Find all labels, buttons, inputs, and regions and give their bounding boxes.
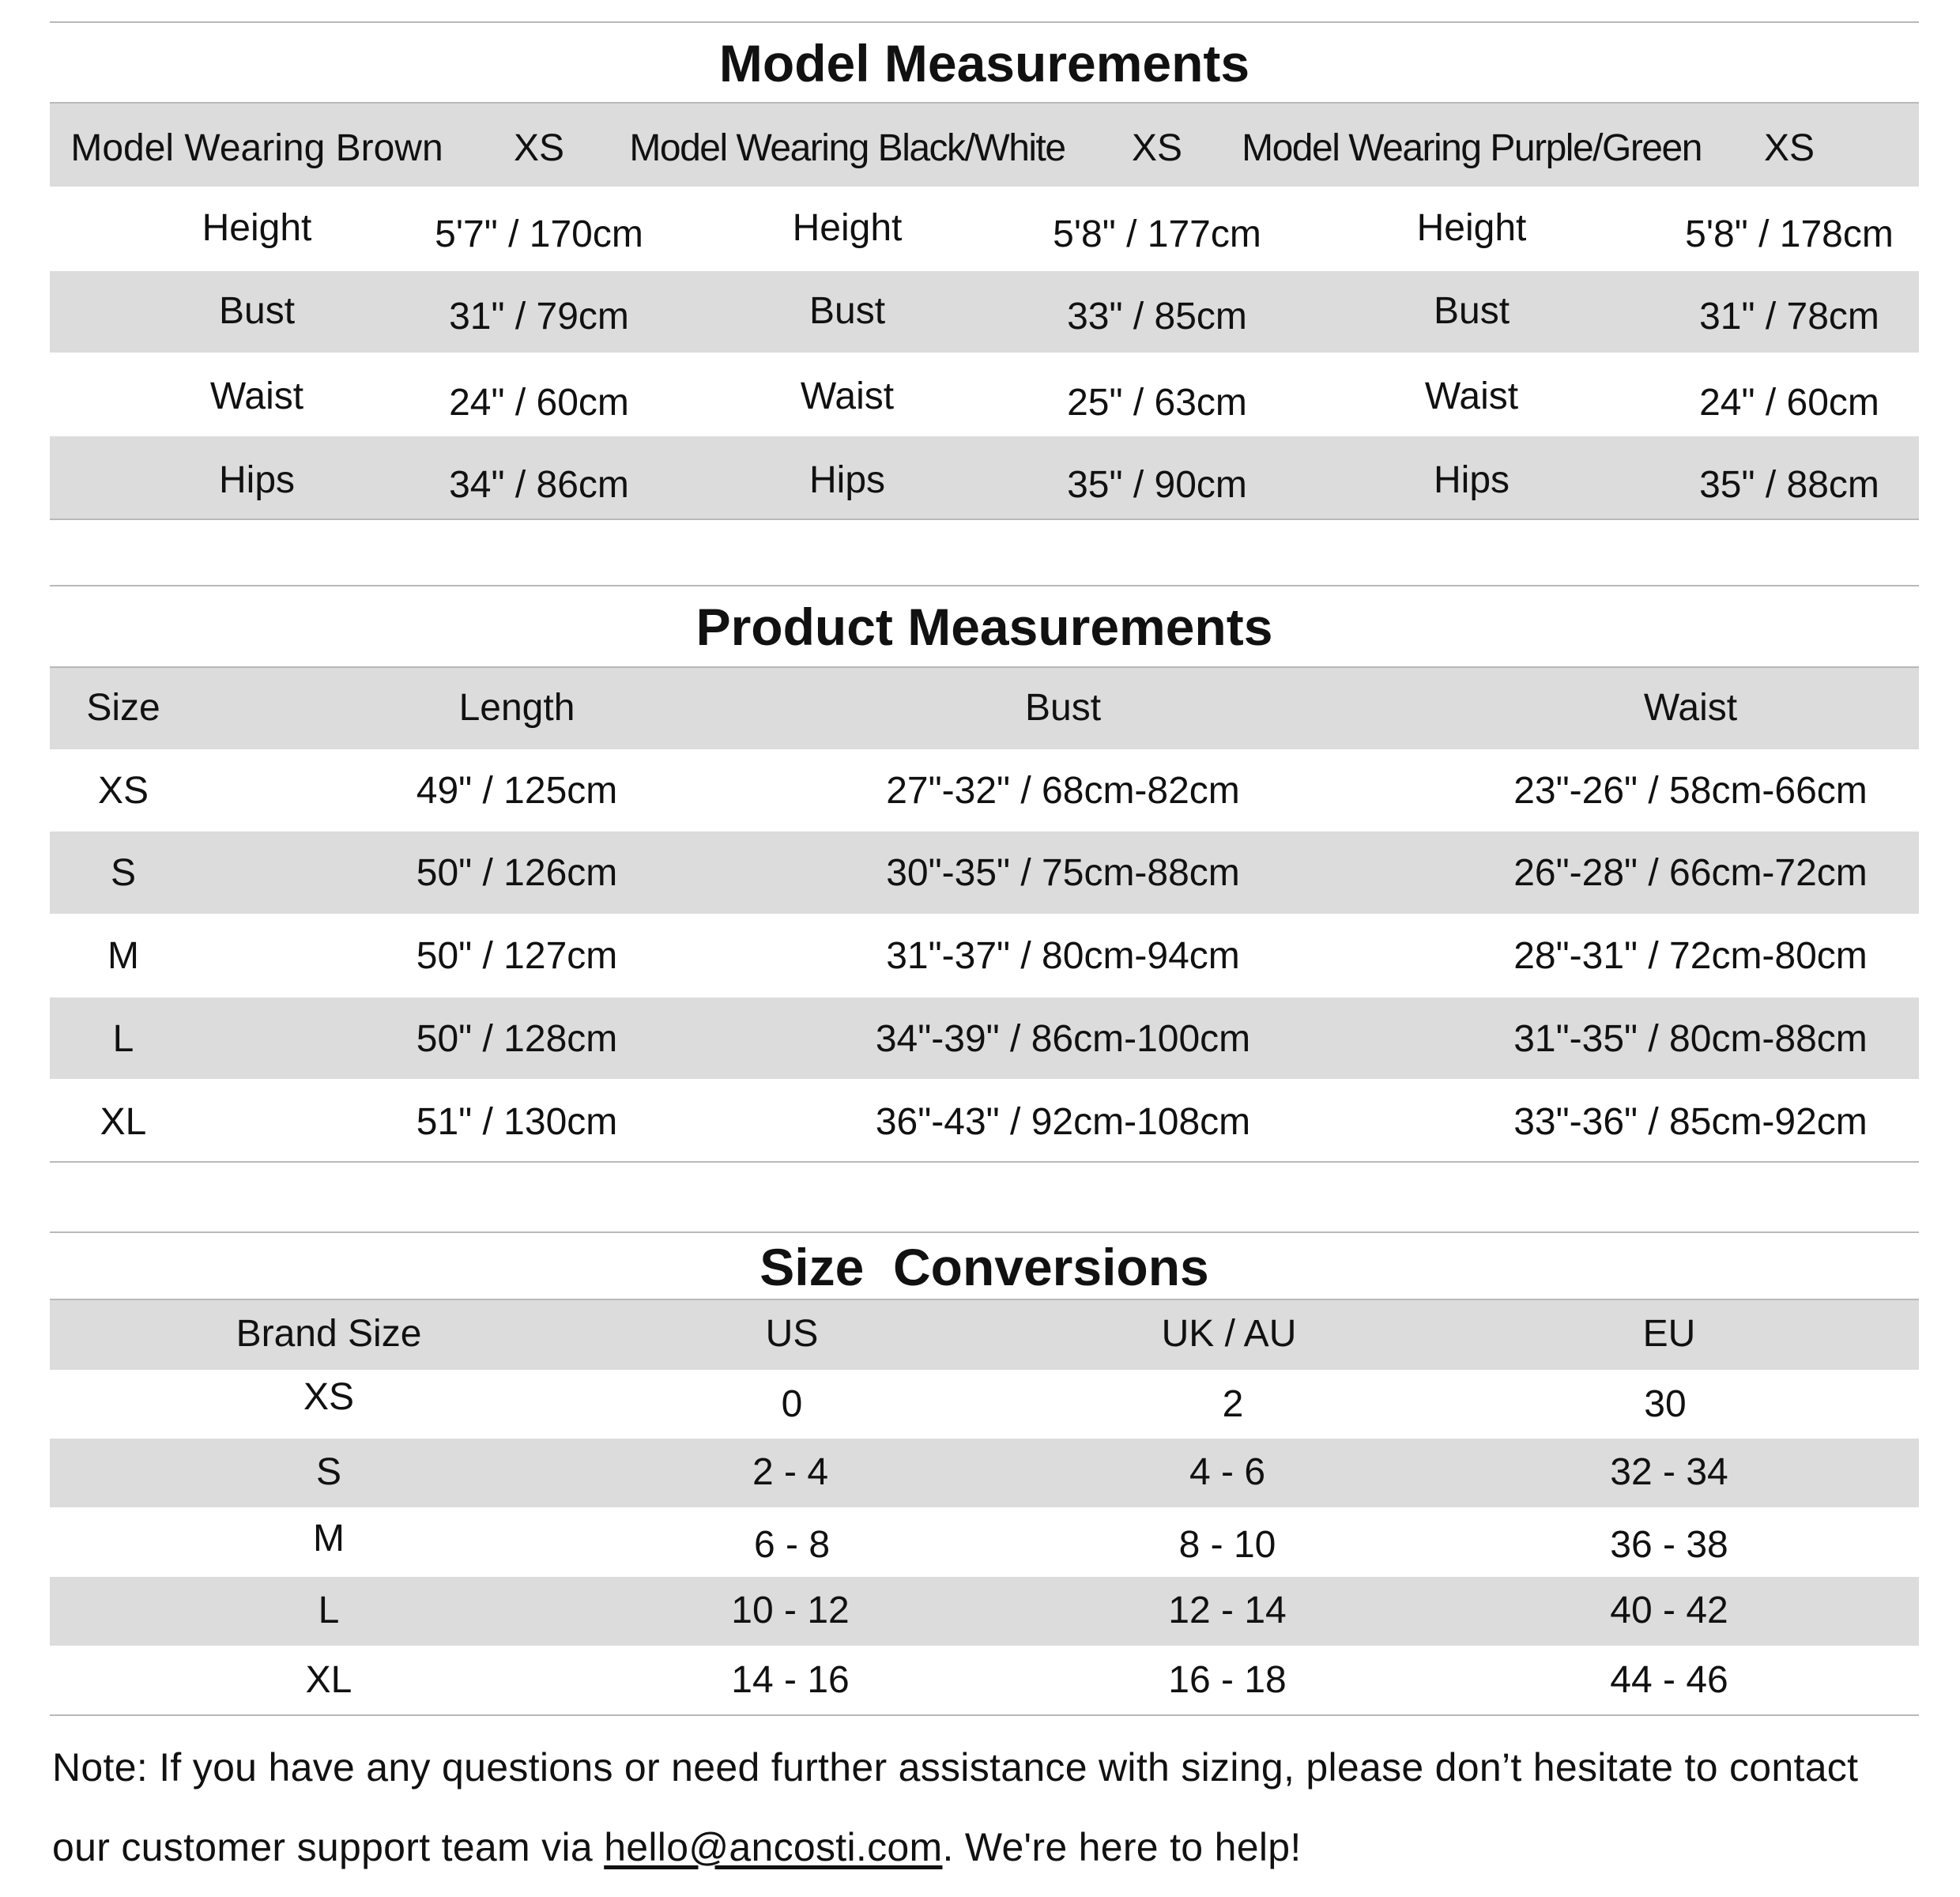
- model-size: XS: [513, 127, 565, 169]
- measure-label: Waist: [1424, 375, 1519, 417]
- row-band: [50, 271, 1919, 353]
- section-title: Model Measurements: [718, 34, 1250, 92]
- divider: [50, 585, 1919, 586]
- uk-au-cell: 8 - 10: [1178, 1524, 1276, 1566]
- model-size: XS: [1131, 127, 1183, 169]
- bust-cell: 27"-32" / 68cm-82cm: [886, 770, 1240, 812]
- us-cell: 10 - 12: [731, 1590, 850, 1631]
- measure-value: 5'8" / 177cm: [1053, 213, 1261, 255]
- length-cell: 50" / 127cm: [416, 935, 618, 977]
- column-header: Brand Size: [236, 1313, 422, 1355]
- measure-value: 25" / 63cm: [1067, 382, 1247, 424]
- measure-value: 24" / 60cm: [449, 382, 629, 424]
- measure-label: Bust: [218, 290, 296, 332]
- uk-au-cell: 16 - 18: [1168, 1659, 1287, 1701]
- brand-size-cell: XS: [303, 1376, 355, 1418]
- column-header: Length: [458, 687, 575, 729]
- us-cell: 6 - 8: [753, 1524, 831, 1566]
- divider: [50, 519, 1919, 520]
- email-link[interactable]: hello@ancosti.com: [604, 1825, 943, 1869]
- eu-cell: 40 - 42: [1610, 1590, 1728, 1631]
- waist-cell: 26"-28" / 66cm-72cm: [1513, 852, 1868, 894]
- divider: [50, 1161, 1919, 1163]
- column-header: Bust: [1024, 687, 1102, 729]
- model-header: Model Wearing Purple/Green: [1242, 127, 1702, 169]
- measure-value: 5'7" / 170cm: [435, 213, 643, 255]
- column-header: EU: [1642, 1313, 1696, 1355]
- eu-cell: 44 - 46: [1610, 1659, 1728, 1701]
- size-cell: S: [110, 852, 137, 894]
- column-header: US: [765, 1313, 819, 1355]
- measure-value: 5'8" / 178cm: [1685, 213, 1894, 255]
- length-cell: 51" / 130cm: [416, 1101, 618, 1143]
- measure-value: 31" / 79cm: [449, 296, 629, 338]
- brand-size-cell: XL: [305, 1659, 352, 1701]
- measure-label: Bust: [1433, 290, 1510, 332]
- measure-label: Height: [202, 207, 312, 249]
- us-cell: 0: [781, 1383, 803, 1425]
- size-cell: XL: [100, 1101, 147, 1143]
- us-cell: 2 - 4: [752, 1451, 829, 1493]
- eu-cell: 30: [1644, 1383, 1687, 1425]
- eu-cell: 36 - 38: [1610, 1524, 1728, 1566]
- measure-label: Bust: [808, 290, 886, 332]
- length-cell: 50" / 128cm: [416, 1018, 618, 1060]
- model-header: Model Wearing Black/White: [629, 127, 1065, 169]
- measure-label: Waist: [800, 375, 895, 417]
- note-line: [52, 1808, 1925, 1887]
- model-size: XS: [1763, 127, 1815, 169]
- uk-au-cell: 2: [1222, 1383, 1244, 1425]
- size-cell: M: [107, 935, 139, 977]
- measure-value: 24" / 60cm: [1699, 382, 1879, 424]
- header-band: [50, 668, 1919, 749]
- divider: [50, 21, 1919, 23]
- measure-label: Hips: [1433, 459, 1510, 501]
- measure-value: 31" / 78cm: [1699, 296, 1879, 338]
- measure-value: 33" / 85cm: [1067, 296, 1247, 338]
- eu-cell: 32 - 34: [1610, 1451, 1728, 1493]
- bust-cell: 34"-39" / 86cm-100cm: [875, 1018, 1251, 1060]
- measure-value: 34" / 86cm: [449, 464, 629, 506]
- note-text: . We're here to help!: [942, 1825, 1302, 1869]
- bust-cell: 30"-35" / 75cm-88cm: [886, 852, 1240, 894]
- column-header: UK / AU: [1161, 1313, 1297, 1355]
- section-title: Size Conversions: [760, 1238, 1209, 1296]
- size-cell: XS: [97, 770, 149, 812]
- column-header: Waist: [1643, 687, 1738, 729]
- us-cell: 14 - 16: [731, 1659, 850, 1701]
- divider: [50, 1714, 1919, 1716]
- measure-label: Hips: [808, 459, 886, 501]
- brand-size-cell: L: [318, 1590, 340, 1631]
- row-band: [50, 436, 1919, 519]
- column-header: Size: [86, 687, 160, 729]
- model-header: Model Wearing Brown: [70, 127, 443, 169]
- measure-label: Height: [792, 207, 903, 249]
- measure-value: 35" / 90cm: [1067, 464, 1247, 506]
- uk-au-cell: 4 - 6: [1189, 1451, 1266, 1493]
- bust-cell: 31"-37" / 80cm-94cm: [886, 935, 1240, 977]
- waist-cell: 31"-35" / 80cm-88cm: [1513, 1018, 1868, 1060]
- measure-label: Hips: [218, 459, 296, 501]
- waist-cell: 33"-36" / 85cm-92cm: [1513, 1101, 1868, 1143]
- section-title: Product Measurements: [695, 598, 1273, 656]
- measure-label: Height: [1416, 207, 1527, 249]
- waist-cell: 23"-26" / 58cm-66cm: [1513, 770, 1868, 812]
- length-cell: 49" / 125cm: [416, 770, 618, 812]
- waist-cell: 28"-31" / 72cm-80cm: [1513, 935, 1868, 977]
- bust-cell: 36"-43" / 92cm-108cm: [875, 1101, 1251, 1143]
- brand-size-cell: S: [315, 1451, 342, 1493]
- measure-value: 35" / 88cm: [1699, 464, 1879, 506]
- note-line: Note: If you have any questions or need further assistance with sizing, please don’t hesitate to contact: [52, 1745, 1859, 1790]
- size-cell: L: [112, 1018, 134, 1060]
- length-cell: 50" / 126cm: [416, 852, 618, 894]
- measure-label: Waist: [209, 375, 304, 417]
- brand-size-cell: M: [313, 1518, 345, 1559]
- note-text: our customer support team via: [52, 1825, 605, 1869]
- uk-au-cell: 12 - 14: [1168, 1590, 1287, 1631]
